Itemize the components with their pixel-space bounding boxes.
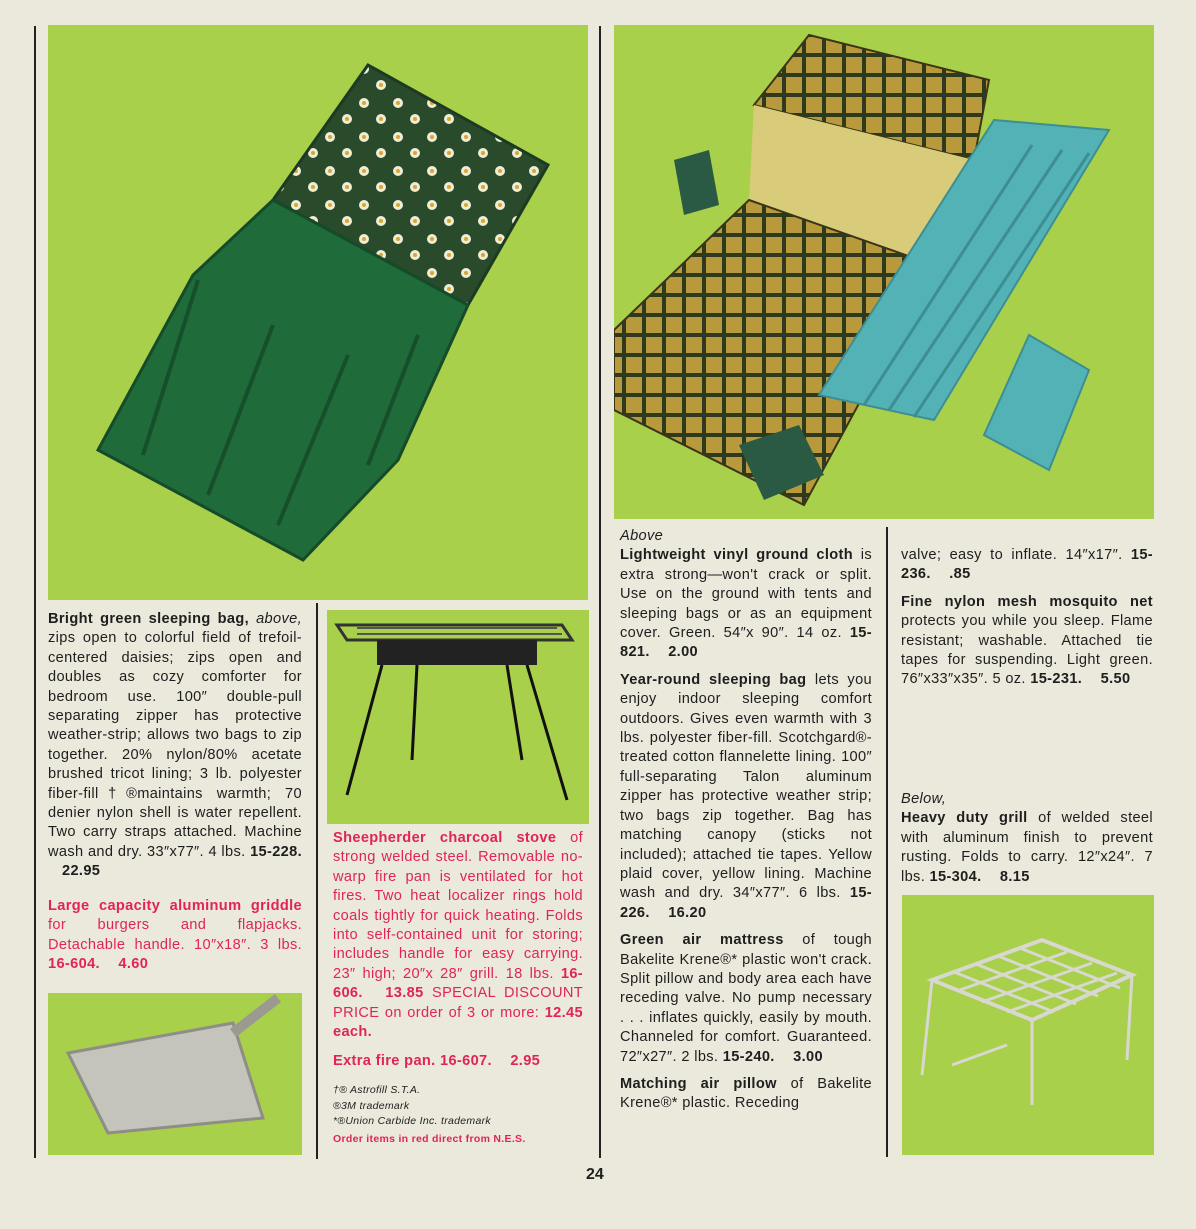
stove-discount-price: 12.45 each.	[333, 1004, 583, 1041]
griddle-item-number: 16-604.	[48, 955, 100, 972]
heavy-grill-body: of welded steel with aluminum finish to prevent rusting. Folds to carry. 12″x24″. 7 lbs.	[901, 810, 1153, 885]
mosquito-net-price: 5.50	[1100, 671, 1131, 688]
footnote-union-carbide: *®Union Carbide Inc. trademark	[333, 1115, 491, 1127]
air-pillow-item-number: 15-236.	[901, 547, 1154, 583]
footnote-astrofill: †® Astrofill S.T.A.	[333, 1084, 421, 1096]
sleeping-bag-description	[48, 610, 302, 974]
plaid-bag-and-mattress-illustration	[614, 25, 1154, 519]
right-right-column	[901, 546, 1153, 690]
sleeping-bag-title: Bright green sleeping bag,	[48, 611, 250, 627]
ground-cloth-title: Lightweight vinyl ground cloth	[620, 547, 853, 564]
year-round-bag-photo	[614, 25, 1154, 519]
year-round-body: lets you enjoy indoor sleeping comfort outdoors. Gives even warmth with 3 lbs. polyester fiber-fill. Scotchgard®-treated cotton flannelette lining. 100″ full-separating Talon aluminum zipper has protective weather strip; two bags zip together. Bag has matching canopy (sticks not included); attached tie tapes. Yellow plaid cover, yellow lining. Machine wash and dry. 34″x77″. 6 lbs.	[620, 671, 873, 902]
center-divider-rule	[599, 26, 601, 1158]
mattress-title: Green air mattress	[620, 932, 784, 949]
air-pillow-price: .85	[949, 566, 971, 583]
griddle-body: for burgers and flapjacks. Detachable handle. 10″x18″. 3 lbs.	[48, 917, 302, 953]
stove-description	[333, 829, 583, 1072]
heavy-grill-description	[901, 790, 1153, 887]
charcoal-stove-photo	[327, 610, 589, 824]
below-label: Below,	[901, 791, 947, 807]
sleeping-bag-photo	[48, 25, 588, 600]
above-label: Above	[620, 528, 664, 544]
footnotes	[333, 1083, 593, 1147]
order-note: Order items in red direct from N.E.S.	[333, 1132, 526, 1145]
heavy-grill-illustration	[902, 895, 1154, 1155]
year-round-title: Year-round sleeping bag	[620, 671, 807, 688]
heavy-grill-photo	[902, 895, 1154, 1155]
stove-discount-text: SPECIAL DISCOUNT PRICE on order of 3 or more:	[333, 985, 584, 1021]
mosquito-net-body: protects you while you sleep. Flame resistant; washable. Attached tie tapes for suspending. Light green. 76″x33″x35″. 5 oz.	[901, 613, 1153, 688]
heavy-grill-item-number: 15-304.	[929, 868, 982, 885]
right-column-divider	[886, 527, 888, 1157]
air-pillow-continued: valve; easy to inflate. 14″x17″.	[901, 547, 1123, 563]
sleeping-bag-price: 22.95	[62, 863, 101, 880]
green-sleeping-bag-illustration	[48, 25, 588, 600]
mattress-item-number: 15-240.	[722, 1048, 775, 1065]
griddle-illustration	[48, 993, 302, 1155]
stove-body: of strong welded steel. Removable no-warp fire pan is ventilated for hot fires. Two heat localizer rings hold coals tightly for quick heating. Folds into self-contained unit for storing; includes handle for easy carrying. 23″ high; 20″x 28″ grill. 18 lbs.	[333, 830, 584, 982]
left-column-divider	[316, 603, 318, 1159]
extra-fire-pan: Extra fire pan. 16-607.	[333, 1053, 492, 1070]
griddle-photo	[48, 993, 302, 1155]
right-left-column	[620, 527, 872, 1114]
footnote-3m: ®3M trademark	[333, 1099, 410, 1112]
mosquito-net-title: Fine nylon mesh mosquito net	[901, 593, 1153, 610]
year-round-price: 16.20	[668, 904, 707, 921]
stove-item-number: 16-606.	[333, 965, 584, 1002]
griddle-description	[48, 897, 302, 975]
heavy-grill-price: 8.15	[999, 868, 1030, 885]
air-pillow-body: of Bakelite Krene®* plastic. Receding	[620, 1075, 872, 1112]
mattress-price: 3.00	[793, 1048, 823, 1065]
heavy-grill-title: Heavy duty grill	[901, 810, 1028, 827]
extra-fire-pan-price: 2.95	[510, 1053, 541, 1070]
sleeping-bag-body: zips open to colorful field of trefoil-centered daisies; zips open and doubles as cozy comforter for bedroom use. 100″ double-pull separating zipper has protective weather-strip; allows two bags to zip together. 20% nylon/80% acetate brushed tricot lining; 3 lb. polyester fiber-fill†®maintains warmth; 70 denier nylon shell is water repellent. Two carry straps attached. Machine wash and dry. 33″x77″. 4 lbs.	[48, 630, 302, 860]
stove-price: 13.85	[385, 985, 424, 1002]
sleeping-bag-item-number: 15-228.	[250, 843, 303, 860]
griddle-title: Large capacity aluminum griddle	[48, 897, 302, 914]
stove-title: Sheepherder charcoal stove	[333, 830, 557, 846]
mattress-body: of tough Bakelite Krene®* plastic won't crack. Split pillow and body area each have receding valve. No pump necessary . . . inflates quickly, easily by mouth. Channeled for comfort. Guaranteed. 72″x27″. 2 lbs.	[620, 932, 873, 1065]
page-number: 24	[586, 1166, 604, 1183]
ground-cloth-item-number: 15-821.	[620, 625, 872, 661]
year-round-item-number: 15-226.	[620, 885, 873, 921]
air-pillow-title: Matching air pillow	[620, 1075, 777, 1092]
charcoal-stove-illustration	[327, 610, 589, 824]
left-margin-rule	[34, 26, 36, 1158]
griddle-price: 4.60	[118, 955, 149, 972]
sleeping-bag-above-ref: above,	[256, 611, 302, 627]
ground-cloth-body: is extra strong—won't crack or split. Use on the ground with tents and sleeping bags or as an equipment cover. Green. 54″x 90″. 14 oz.	[620, 547, 872, 642]
mosquito-net-item-number: 15-231.	[1030, 671, 1083, 688]
ground-cloth-price: 2.00	[668, 644, 699, 661]
